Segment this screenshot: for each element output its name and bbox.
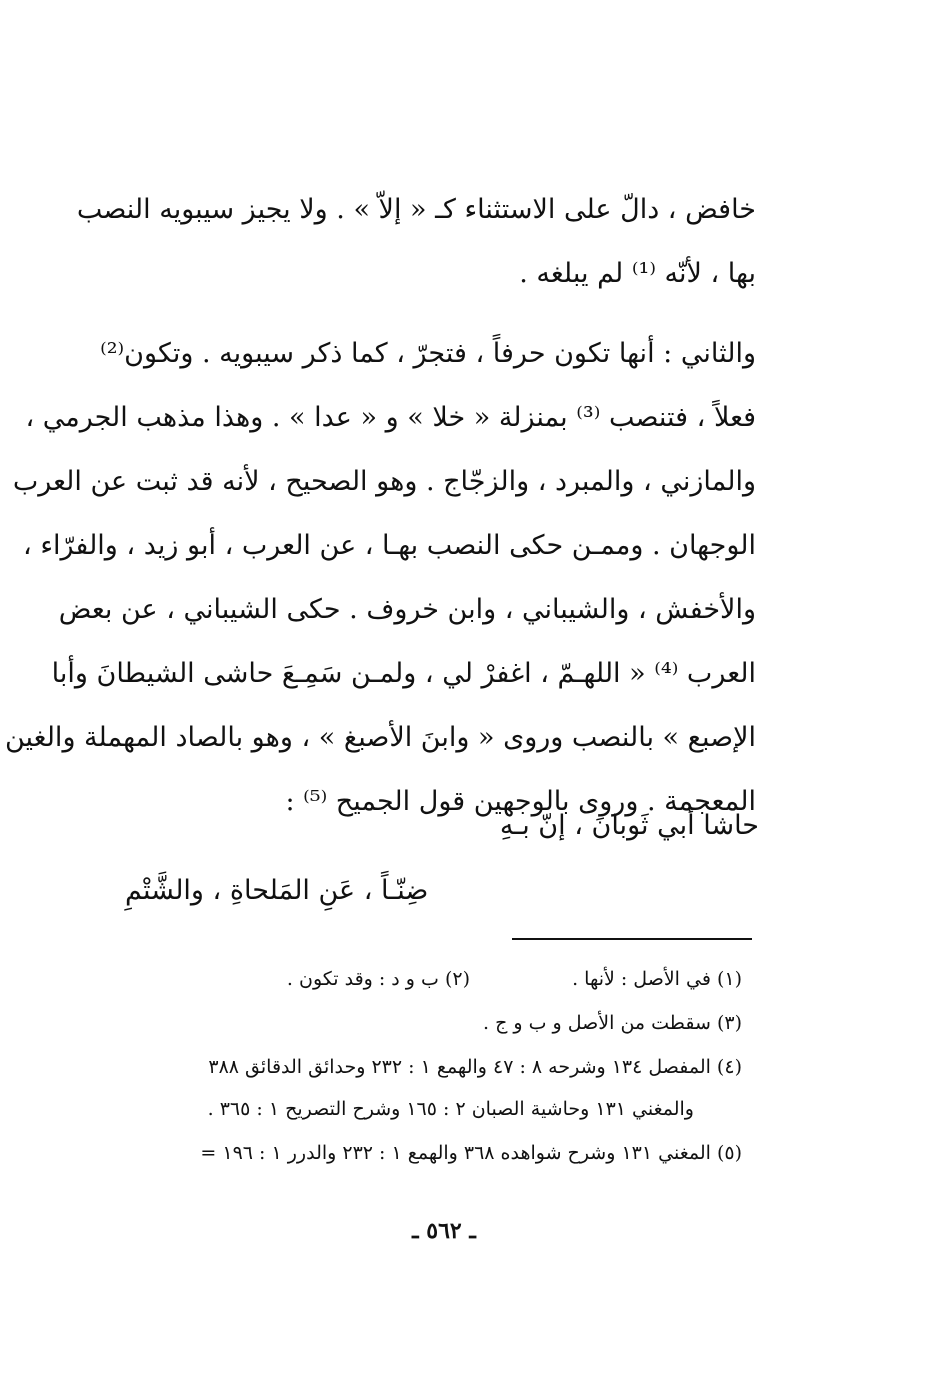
footnote-5: (٥) المغني ١٣١ وشرح شواهده ٣٦٨ والهمع ١ : ٢٣٢ والدرر ١ : ١٩٦ = [200, 1142, 742, 1164]
footnote-3: (٣) سقطت من الأصل و ب و ج . [483, 1012, 742, 1034]
main-text-block [4, 178, 756, 834]
text-line: والثاني : أنها تكون حرفاً ، فتجرّ ، كما ذكر سيبويه . وتكون⁽²⁾ [100, 338, 756, 369]
text-line: خافض ، دالّ على الاستثناء كـ « إلاّ » . ولا يجيز سيبويه النصب [76, 194, 756, 225]
footnote-1: (١) في الأصل : لأنها . [572, 968, 742, 990]
paragraph-gap [110, 306, 756, 322]
text-line: والأخفش ، والشيباني ، وابن خروف . حكى الشيباني ، عن بعض [58, 594, 756, 625]
text-line: الإصبع » بالنصب وروى « وابنَ الأصبغ » ، وهو بالصاد المهملة والغين [4, 722, 756, 753]
text-line: الوجهان . وممـن حكى النصب بهـا ، عن العرب ، أبو زيد ، والفرّاء ، [23, 530, 756, 561]
verse-line-1: حاشا أبي ثَوبانَ ، إنّ بـهِ [499, 810, 759, 841]
footnote-4: (٤) المفصل ١٣٤ وشرحه ٨ : ٤٧ والهمع ١ : ٢٣٢ وحدائق الدقائق ٣٨٨ [208, 1056, 742, 1078]
page-number: ـ ٥٦٢ ـ [412, 1218, 476, 1244]
text-line: المعجمة . وروى بالوجهين قول الجميح ⁽⁵⁾ : [285, 786, 756, 817]
footnote-4-continuation: والمغني ١٣١ وحاشية الصبان ٢ : ١٦٥ وشرح التصريح ١ : ٣٦٥ . [207, 1098, 694, 1120]
text-line: العرب ⁽⁴⁾ « اللهـمّ ، اغفرْ لي ، ولمـن سَمِـعَ حاشى الشيطانَ وأبا [51, 658, 756, 689]
text-line: فعلاً ، فتنصب ⁽³⁾ بمنزلة « خلا » و « عدا » . وهذا مذهب الجرمي ، [25, 402, 756, 433]
verse-line-2: ضِنّـاً ، عَنِ المَلحاةِ ، والشَّتْمِ [125, 875, 429, 906]
text-line: والمازني ، والمبرد ، والزجّاج . وهو الصحيح ، لأنه قد ثبت عن العرب [12, 466, 756, 497]
footnote-2: (٢) ب و د : وقد تكون . [286, 968, 470, 990]
footnote-separator [512, 938, 752, 940]
text-line: بها ، لأنّه ⁽¹⁾ لم يبلغه . [519, 258, 756, 289]
